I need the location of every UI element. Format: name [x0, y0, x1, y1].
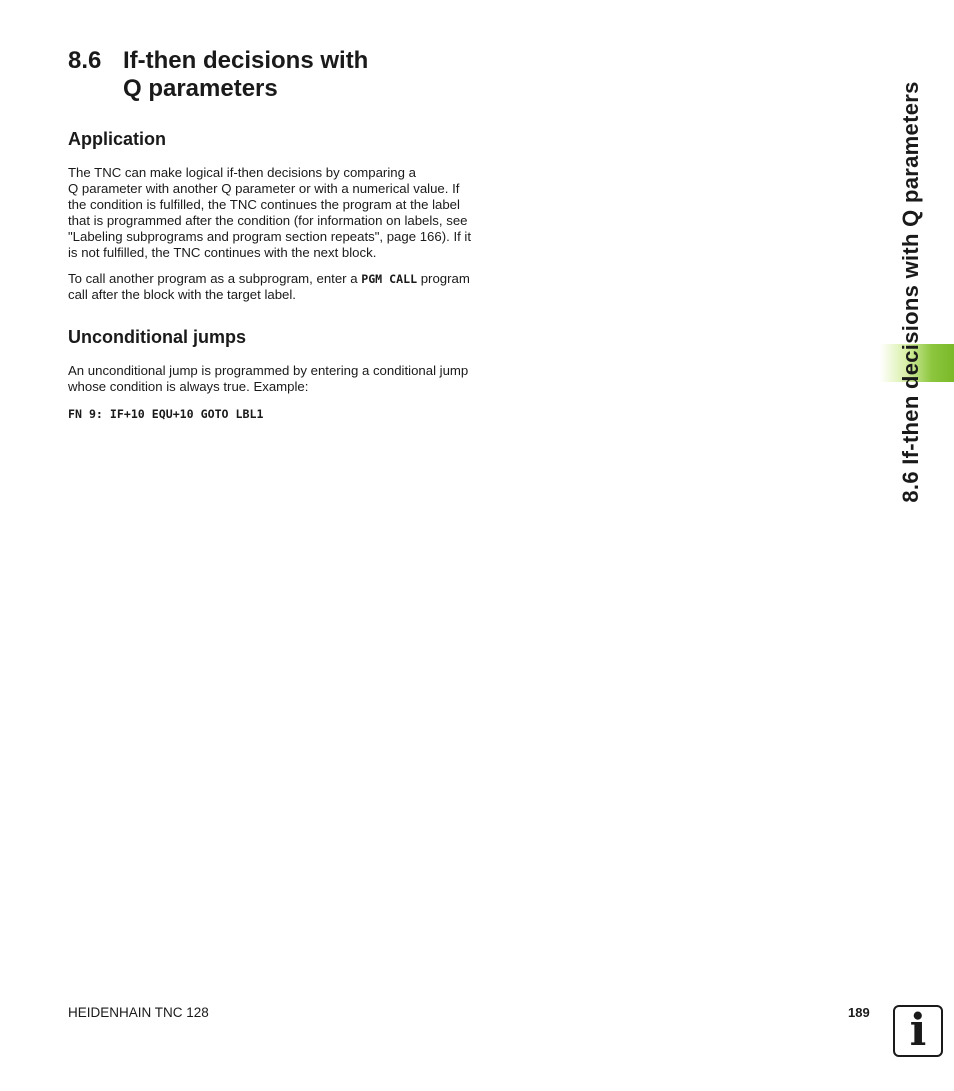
- text-line: An unconditional jump is programmed by entering a conditional jump: [68, 363, 469, 378]
- side-chapter-title-text: 8.6 If-then decisions with Q parameters: [898, 81, 923, 503]
- code-example: FN 9: IF+10 EQU+10 GOTO LBL1: [68, 407, 264, 421]
- text-line: Q parameter with another Q parameter or with a numerical value. If: [68, 181, 460, 196]
- text-line: the condition is fulfilled, the TNC continues the program at the label: [68, 197, 460, 212]
- text-segment: program: [417, 271, 470, 286]
- section-heading-application: Application: [68, 129, 166, 149]
- text-line: that is programmed after the condition (for information on labels, see: [68, 213, 468, 228]
- chapter-title-line1: If-then decisions with: [123, 47, 369, 74]
- text-line: is not fulfilled, the TNC continues with the next block.: [68, 245, 377, 260]
- unconditional-paragraph: [68, 363, 518, 395]
- info-glyph: i: [909, 1005, 927, 1056]
- chapter-number: 8.6: [68, 47, 102, 74]
- page-number: 189: [848, 1005, 870, 1020]
- application-paragraph-1: [68, 165, 518, 261]
- chapter-title: [68, 47, 368, 103]
- section-heading-unconditional-jumps: Unconditional jumps: [68, 327, 246, 347]
- application-paragraph-2: [68, 271, 518, 303]
- text-segment: To call another program as a subprogram, enter a: [68, 271, 362, 286]
- inline-code-pgm-call: PGM CALL: [361, 272, 418, 286]
- chapter-title-line2: Q parameters: [123, 75, 278, 102]
- text-line: "Labeling subprograms and program section repeats", page 166). If it: [68, 229, 472, 244]
- info-icon: [893, 1005, 943, 1057]
- text-line: The TNC can make logical if-then decisions by comparing a: [68, 165, 416, 180]
- footer-manual-name: HEIDENHAIN TNC 128: [68, 1005, 209, 1020]
- text-line: whose condition is always true. Example:: [68, 379, 309, 394]
- text-line: call after the block with the target label.: [68, 287, 296, 302]
